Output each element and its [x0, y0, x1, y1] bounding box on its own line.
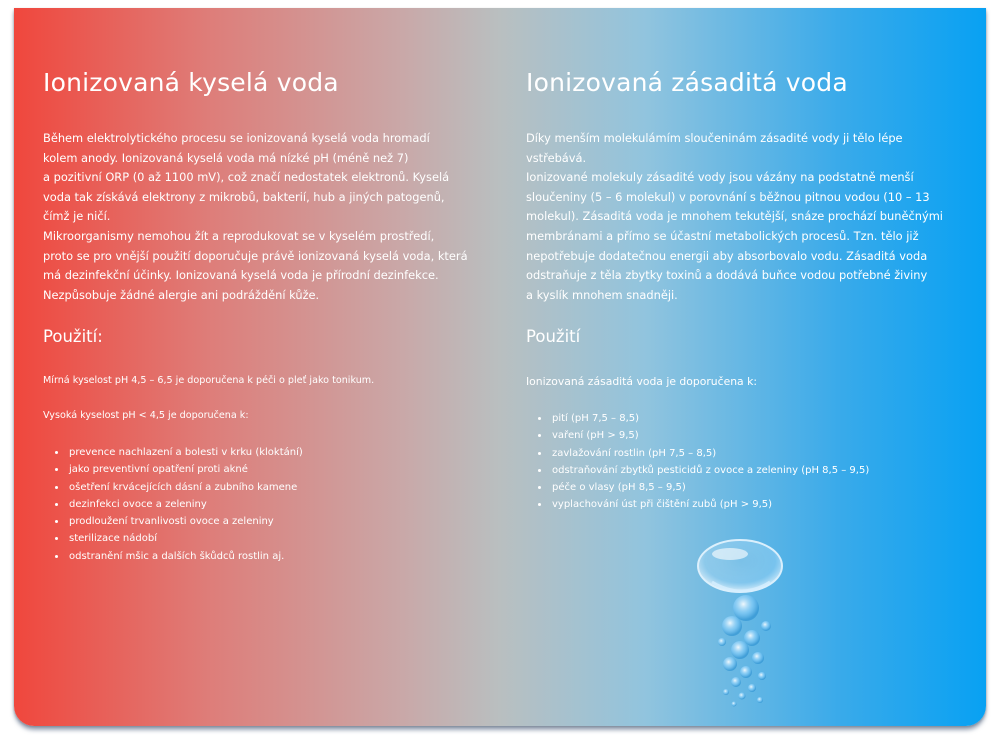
- alkaline-recommend-note: Ionizovaná zásaditá voda je doporučena k:: [526, 375, 757, 388]
- list-item: • jako preventivní opatření proti akné: [67, 461, 303, 478]
- paragraph-line: odstraňuje z těla zbytky toxinů a dodává buňce vodou potřebné živiny: [526, 268, 928, 283]
- paragraph-line: Během elektrolytického procesu se ionizovaná kyselá voda hromadí: [43, 131, 430, 145]
- list-item: • dezinfekci ovoce a zeleniny: [67, 496, 303, 513]
- list-item: • vyplachování úst při čištění zubů (pH > 9,5): [550, 496, 869, 513]
- list-item: • odstraňování zbytků pesticidů z ovoce a zeleniny (pH 8,5 – 9,5): [550, 462, 869, 479]
- list-item: • prevence nachlazení a bolesti v krku (kloktání): [67, 444, 303, 461]
- list-item: • prodloužení trvanlivosti ovoce a zeleniny: [67, 513, 303, 530]
- water-bubble-icon: [682, 530, 802, 710]
- paragraph-line: membránami a přímo se účastní metabolických procesů. Tzn. tělo již: [526, 228, 919, 243]
- paragraph-line: voda tak získává elektrony z mikrobů, bakterií, hub a jiných patogenů,: [43, 189, 445, 204]
- list-item: • péče o vlasy (pH 8,5 – 9,5): [550, 479, 869, 496]
- alkaline-water-title: Ionizovaná zásaditá voda: [526, 68, 848, 97]
- paragraph-line: vstřebává.: [526, 150, 587, 165]
- paragraph-line: kolem anody. Ionizovaná kyselá voda má nízké pH (méně než 7): [43, 150, 409, 165]
- paragraph-line: Ionizované molekuly zásadité vody jsou vázány na podstatně menší: [526, 170, 914, 185]
- paragraph-line: a pozitivní ORP (0 až 1100 mV), což značí nedostatek elektronů. Kyselá: [43, 170, 450, 185]
- alkaline-usage-heading: Použití: [526, 327, 581, 346]
- list-item: • sterilizace nádobí: [67, 530, 303, 547]
- paragraph-line: čímž je ničí.: [43, 209, 111, 224]
- acidic-uses-list: [45, 444, 303, 565]
- list-item: • vaření (pH > 9,5): [550, 427, 869, 444]
- acidic-water-description: [43, 129, 493, 305]
- paragraph-line: sloučeniny (5 – 6 molekul) v porovnání s běžnou pitnou vodou (10 – 13: [526, 189, 930, 204]
- list-item: • pití (pH 7,5 – 8,5): [550, 410, 869, 427]
- alkaline-uses-list: [528, 410, 869, 514]
- list-item: • odstranění mšic a dalších škůdců rostlin aj.: [67, 548, 303, 565]
- paragraph-line: molekul). Zásaditá voda je mnohem tekutější, snáze prochází buněčnými: [526, 209, 943, 224]
- list-item: • ošetření krvácejících dásní a zubního kamene: [67, 479, 303, 496]
- list-item: • zavlažování rostlin (pH 7,5 – 8,5): [550, 445, 869, 462]
- paragraph-line: Nezpůsobuje žádné alergie ani podráždění kůže.: [43, 287, 320, 302]
- paragraph-line: Mikroorganismy nemohou žít a reprodukovat se v kyselém prostředí,: [43, 228, 435, 243]
- paragraph-line: má dezinfekční účinky. Ionizovaná kyselá voda je přírodní dezinfekce.: [43, 268, 439, 283]
- comparison-panel: [14, 8, 986, 726]
- paragraph-line: nepotřebuje dodatečnou energii aby absorbovalo vodu. Zásaditá voda: [526, 248, 928, 263]
- mild-acidity-note: Mírná kyselost pH 4,5 – 6,5 je doporučena k péči o pleť jako tonikum.: [43, 375, 375, 386]
- high-acidity-note: Vysoká kyselost pH < 4,5 je doporučena k:: [43, 410, 249, 421]
- acidic-usage-heading: Použití:: [43, 327, 103, 346]
- paragraph-line: proto se pro vnější použití doporučuje právě ionizovaná kyselá voda, která: [43, 248, 468, 263]
- alkaline-water-description: [526, 129, 976, 305]
- paragraph-line: Díky menším molekulámím sloučeninám zásadité vody ji tělo lépe: [526, 131, 903, 145]
- paragraph-line: a kyslík mnohem snadněji.: [526, 287, 678, 302]
- acidic-water-title: Ionizovaná kyselá voda: [43, 68, 339, 97]
